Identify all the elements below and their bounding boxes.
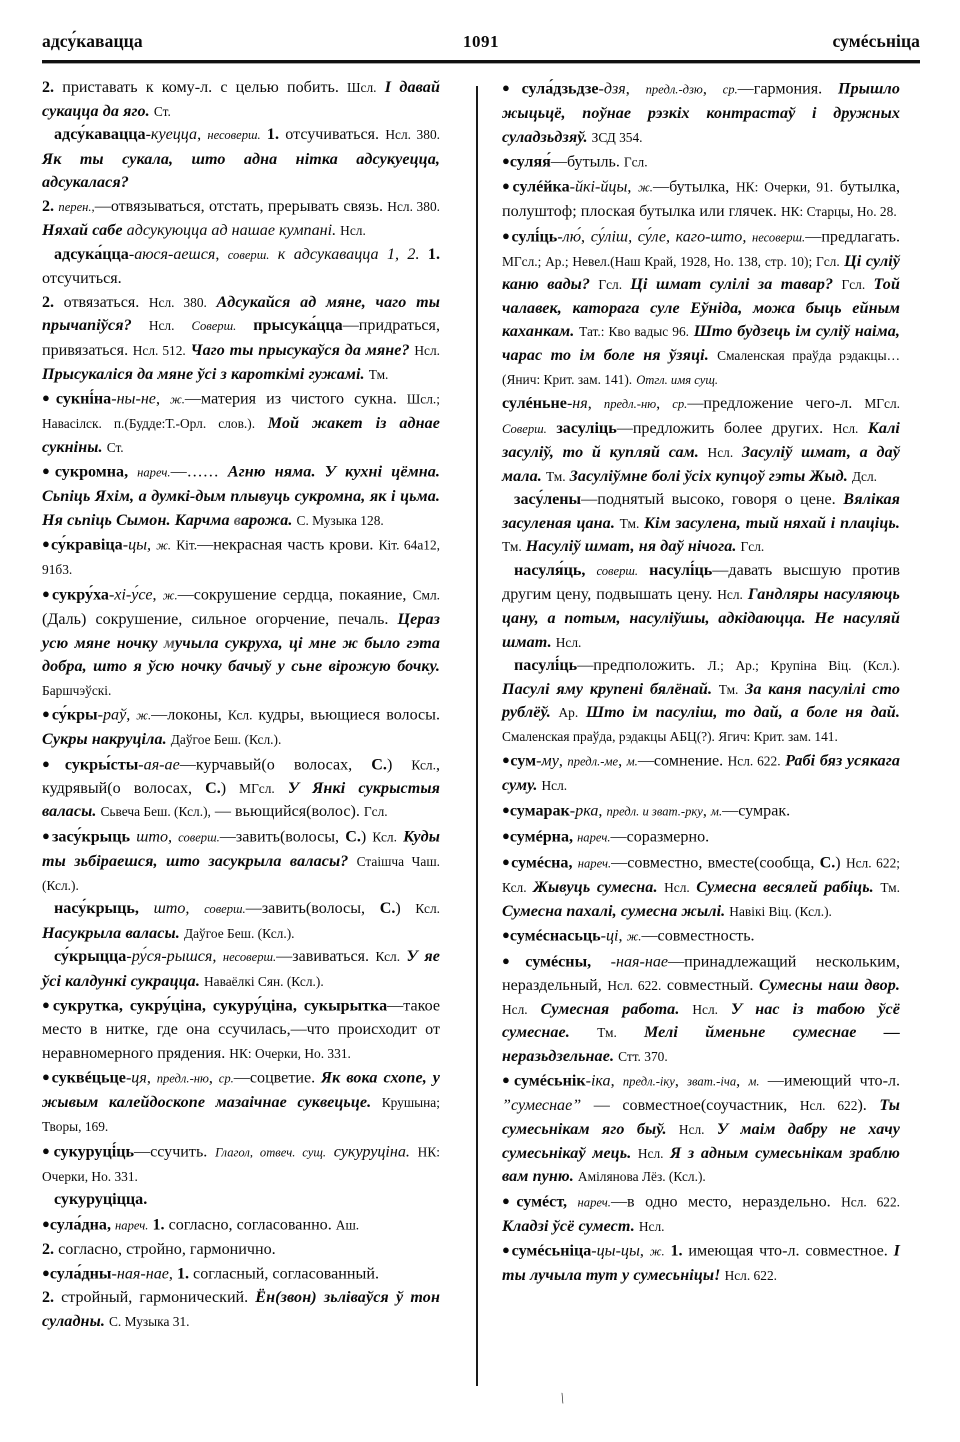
- running-head-left: адсу́кавацца: [42, 31, 143, 51]
- dictionary-entry: 2. стройный, гармонический. Ён(звон) зьліваўся ў тон суладны. С. Музыка 31.: [42, 1289, 440, 1330]
- dictionary-entry: ●сукуруці́ць—ссучить. Глагол, отвеч. сущ. сукуруціна. НК: Очерки, Но. 331.: [42, 1142, 440, 1184]
- dictionary-entry: ●сумéсьніца-цы-цы, ж. 1. имеющая что-л. совместное. I ты лучыла тут у сумесьніцы! Нсл. 622.: [502, 1242, 901, 1285]
- dictionary-entry: ●су́кравіца-цы, ж. Кіт.—некрасная часть крови. Кіт. 64а12, 91б3.: [42, 536, 440, 578]
- dictionary-entry: насу́крыць, што, соверш.—завить(волосы, С.) Ксл. Насукрыла валасы. Даўгое Беш. (Ксл.).: [42, 900, 440, 942]
- columns-container: [42, 76, 920, 1406]
- dictionary-entry: адсука́цца-аюся-аешся, соверш. к адсукавацца 1, 2. 1. отсучиться.: [42, 245, 440, 288]
- running-head-right: сумéсьніца: [832, 31, 920, 51]
- dictionary-entry: сукуруціцца.: [54, 1191, 148, 1209]
- dictionary-entry: ●засу́крыць што, соверш.—завить(волосы, С.) Ксл. Куды ты зьбіраешся, што засукрыла валасы? Стаішча Чаш. (Ксл.).: [42, 827, 440, 893]
- dictionary-entry: засу́лены—поднятый высоко, говоря о цене. Вялікая засуленая цана. Тм. Кім засулена, тый няхай і плаціць. Тм. Насуліў шмат, ня даў нічога. Гсл.: [502, 491, 900, 556]
- dictionary-entry: ●сумéсьнік-іка, предл.-іку, зват.-іча, м. —имеющий что-л. ”сумеснае” — совместное(соучастник, Нсл. 622). Ты сумесьнікам яго быў. Нсл. У маім дабру не хачу сумесьнікаў мець. Нсл. Я з адным сумесьнікам зраблю вам пуню. Амілянова Лёз. (Ксл.).: [502, 1072, 901, 1186]
- dictionary-entry: ●сумéсна, нареч.—совместно, вместе(сообща, С.) Нсл. 622; Ксл. Жывуць сумесна. Нсл. Сумесна весялей рабіць. Тм. Сумесна пахалі, сумесна жылі. Навікі Віц. (Ксл.).: [502, 854, 900, 920]
- dictionary-entry: насуля́ць, соверш. насулі́ць—давать высшую против другим цену, подвышать цену. Нсл. Гандляры насуляюць цану, а потым, насуліўшы, адкідаюцца. Не насуляй шмат. Нсл.: [502, 561, 901, 651]
- dictionary-entry: ●сулéйка-йкі-йцы, ж.—бутылка, НК: Очерки, 91. бутылка, полуштоф; плоская бутылка или глячек. НК: Старцы, Но. 28.: [502, 178, 901, 221]
- dictionary-entry: су́крыцца-ру́ся-рышся, несоверш.—завиваться. Ксл. У яе ўсі калдункі сукрацца. Наваёлкі Сян. (Ксл.).: [42, 948, 440, 990]
- dictionary-entry: ●сула́дны-ная-нае, 1. согласный, согласованный.: [42, 1265, 379, 1283]
- dictionary-entry: ●сукромна, нареч.—…… Агню няма. У кухні цёмна. Сьпіць Яхім, а думкі-дым плывуць сукромна, як і цьма. Ня сьпіць Сымон. Карчма варожа. С. Музыка 128.: [42, 463, 441, 529]
- dictionary-entry: ●су́кры-раў, ж.—локоны, Ксл. кудры, вьющиеся волосы. Сукры накруціла. Даўгое Беш. (Ксл.).: [42, 706, 440, 749]
- dictionary-entry: ●суквéцьце-ця, предл.-ню, ср.—соцветие. Як вока схопе, у жывым калейдоскопе мазаічнае суквецьце. Крушына; Творы, 169.: [42, 1069, 440, 1135]
- stray-tick-mark: \: [558, 1390, 567, 1408]
- dictionary-entry: ●сукры́сты-ая-ае—курчавый(о волосах, С.) Ксл., кудрявый(о волосах, С.) МГсл. У Янкі сукрыстыя валасы. Сьвеча Беш. (Ксл.), — вьющийся(волос). Гсл.: [42, 755, 440, 821]
- dictionary-entry: ●сукрутка, сукру́ціна, сукуру́ціна, сукырытка—такое место в нитке, где она ссучилась,—что происходит от неравномерного прядения. НК: Очерки, Но. 331.: [42, 997, 440, 1062]
- dictionary-entry: 2. приставать к кому-л. с целью побить. Шсл. I давай сукацца да яго. Ст.: [42, 79, 440, 120]
- dictionary-entry: 2. согласно, стройно, гармонично.: [42, 1240, 276, 1258]
- column-right: [502, 76, 900, 1288]
- dictionary-entry: ●сумéсны, -ная-нае—принадлежащий нескольким, нераздельный, Нсл. 622. совместный. Сумесны наш двор. Нсл. Сумесная работа. Нсл. У нас із табою ўсё сумеснае. Тм. Мелі йменьне сумеснае — неразьдзельнае. Стт. 370.: [502, 953, 901, 1065]
- dictionary-entry: пасулі́ць—предположить. Л.; Ар.; Крупіна Віц. (Ксл.). Пасулі яму крупені бялёнай. Тм. За каня пасулілі сто рублёў. Ар. Што ім пасуліш, то дай, а боле ня дай. Смаленская праўда, рэдакцы АБЦ(?). Ягич: Крит. зам. 141.: [502, 657, 900, 744]
- dictionary-entry: 2. перен.,—отвязываться, отстать, прерывать связь. Нсл. 380. Няхай сабе адсукуюцца ад нашае кумпані. Нсл.: [42, 197, 440, 240]
- dictionary-entry: ●суляя́—бутыль. Гсл.: [502, 153, 648, 171]
- header-rule: [42, 60, 920, 63]
- dictionary-entry: ●сула́дзьдзе-дзя, предл.-дзю, ср.—гармония. Прышло жыцьцё, поўнае рэзкіх контрастаў і дружных суладзьдзяў. ЗСД 354.: [502, 80, 901, 146]
- column-divider: [476, 86, 478, 1386]
- dictionary-entry: ●сумéст, нареч.—в одно место, нераздельно. Нсл. 622. Кладзі ўсё сумест. Нсл.: [502, 1192, 900, 1235]
- dictionary-entry: ●сумéснасьць-ці, ж.—совместность.: [502, 927, 755, 945]
- dictionary-entry: ●сула́дна, нареч. 1. согласно, согласованно. Аш.: [42, 1215, 360, 1234]
- dictionary-entry: ●сумарак-рка, предл. и зват.-рку, м.—сумрак.: [502, 801, 791, 820]
- column-left: [42, 76, 440, 1333]
- dictionary-entry: 2. отвязаться. Нсл. 380. Адсукайся ад мяне, чаго ты прычапіўся? Нсл. Соверш. прысука́цца—придраться, привязаться. Нсл. 512. Чаго ты прысукаўся да мяне? Нсл. Прысукаліся да мяне ўсі з кароткімі гужамі. Тм.: [42, 293, 440, 383]
- dictionary-entry: ●сукру́ха-хі-у́се, ж.—сокрушение сердца, покаяние, Смл. (Даль) сокрушение, сильное огорчение, печаль. Цераз усю мяне ночку мучыла сукруха, ці мне ж было гэта добра, што я ўсю ночку бачыў у сьне вірожую бочку. Баршчэўскі.: [42, 585, 441, 698]
- dictionary-entry: ●сулі́ць-лю́, су́ліш, су́ле, каго-што, несоверш.—предлагать. МГсл.; Ар.; Невел.(Наш Край, 1928, Но. 138, стр. 10); Гсл. Ці суліў каню вады? Гсл. Ці шмат сулілі за тавар? Гсл. Той чалавек, каторага суле Еўніда, можа быць ейным каханкам. Тат.: Кво вадыс 96. Што будзець ім суліў наіма, чарас то ім боле ня ўзяці. Смаленская праўда рэдакцы…(Янич: Крит. зам. 141). Отгл. имя сущ.: [502, 227, 901, 387]
- running-head: [42, 26, 920, 52]
- dictionary-entry: сулéньне-ня, предл.-ню, ср.—предложение чего-л. МГсл. Соверш. засуліць—предложить более других. Нсл. Калі засуліў, то й купляй сам. Нсл. Засуліў шмат, а даў мала. Тм. Засуліўмне болі ўсіх купцоў гэты Жыд. Дсл.: [502, 395, 901, 485]
- dictionary-entry: адсу́кавацца-куецца, несоверш. 1. отсучиваться. Нсл. 380. Як ты сукала, што адна нітка адсукуецца, адсукалася?: [42, 126, 440, 192]
- dictionary-entry: ●сум-му, предл.-ме, м.—сомнение. Нсл. 622. Рабі бяз усякага суму. Нсл.: [502, 752, 901, 795]
- dictionary-entry: ●сукні́на-ны-не, ж.—материя из чистого сукна. Шсл.; Навасілск. п.(Будде:Т.-Орл. слов.). Мой жакет із аднае сукніны. Ст.: [42, 390, 440, 456]
- dictionary-entry: ●сумéрна, нареч.—соразмерно.: [502, 827, 710, 846]
- page-number: 1091: [463, 32, 499, 51]
